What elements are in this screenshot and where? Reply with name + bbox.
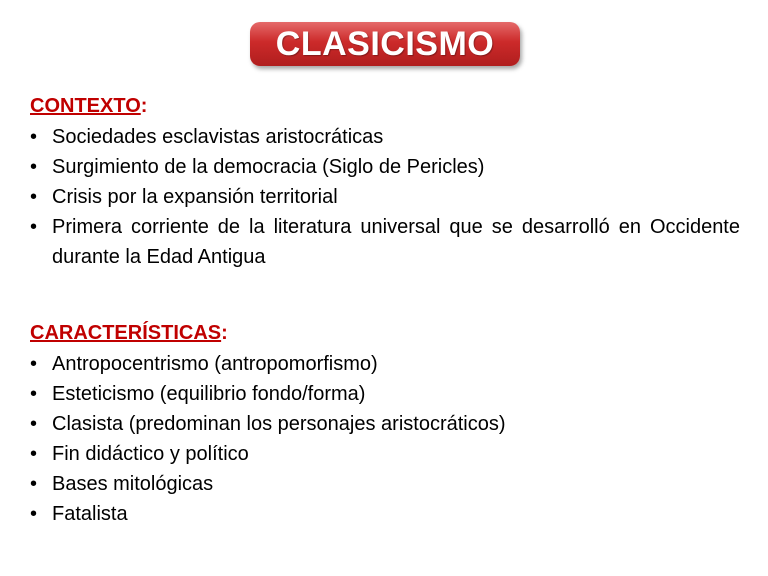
bullet-icon: •	[30, 503, 38, 525]
list-item	[30, 379, 740, 409]
bullet-icon: •	[30, 126, 38, 148]
caracteristicas-heading	[30, 322, 740, 345]
slide-title: CLASICISMO	[275, 24, 495, 63]
list-item-text: Antropocentrismo (antropomorfismo)	[52, 353, 378, 375]
contexto-heading-label: CONTEXTO	[30, 95, 141, 117]
bullet-icon: •	[30, 443, 38, 465]
list-item-text: Primera corriente de la literatura universal que se desarrolló en Occidente durante la Edad Antigua	[52, 216, 740, 268]
bullet-icon: •	[30, 353, 38, 375]
list-item-text: Fatalista	[52, 503, 128, 525]
list-item	[30, 212, 740, 272]
bullet-icon: •	[30, 216, 38, 238]
list-item	[30, 439, 740, 469]
title-badge	[250, 22, 520, 66]
list-item-text: Clasista (predominan los personajes aristocráticos)	[52, 413, 506, 435]
bullet-icon: •	[30, 413, 38, 435]
caracteristicas-heading-colon: :	[221, 322, 228, 344]
list-item	[30, 349, 740, 379]
contexto-list	[30, 122, 740, 272]
contexto-heading-colon: :	[140, 95, 148, 117]
contexto-section	[30, 95, 740, 272]
list-item	[30, 499, 740, 529]
list-item-text: Fin didáctico y político	[52, 443, 249, 465]
bullet-icon: •	[30, 383, 38, 405]
list-item-text: Crisis por la expansión territorial	[52, 186, 338, 208]
list-item	[30, 152, 740, 182]
list-item	[30, 122, 740, 152]
contexto-heading	[30, 95, 740, 118]
caracteristicas-section	[30, 322, 740, 529]
list-item-text: Sociedades esclavistas aristocráticas	[52, 126, 384, 148]
bullet-icon: •	[30, 156, 38, 178]
caracteristicas-heading-label: CARACTERÍSTICAS	[30, 322, 222, 344]
list-item-text: Esteticismo (equilibrio fondo/forma)	[52, 383, 366, 405]
list-item	[30, 409, 740, 439]
bullet-icon: •	[30, 186, 38, 208]
bullet-icon: •	[30, 473, 38, 495]
list-item	[30, 469, 740, 499]
list-item-text: Surgimiento de la democracia (Siglo de Pericles)	[52, 156, 485, 178]
caracteristicas-list	[30, 349, 740, 529]
list-item-text: Bases mitológicas	[52, 473, 214, 495]
list-item	[30, 182, 740, 212]
